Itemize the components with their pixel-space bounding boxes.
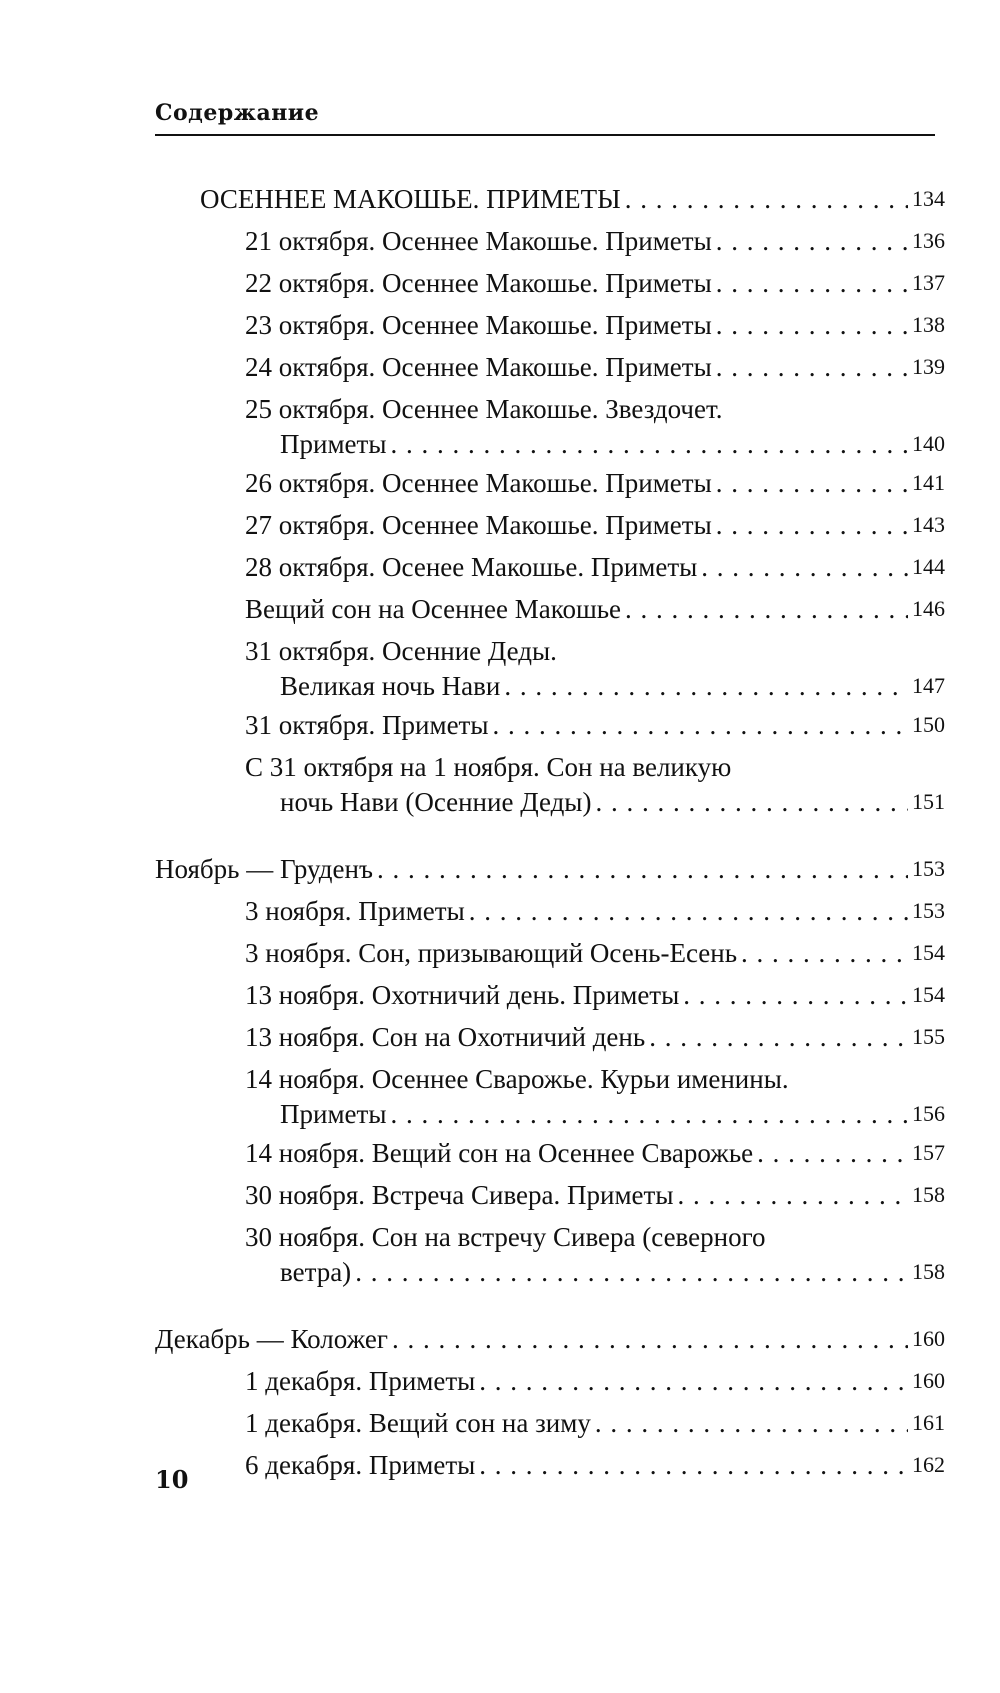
toc-entry — [155, 668, 945, 704]
toc-entry-title: 13 ноября. Сон на Охотничий день — [245, 1022, 646, 1052]
toc-entry — [155, 546, 945, 588]
toc-entry-page: 134 — [912, 186, 945, 211]
toc-entry-title: Вещий сон на Осеннее Макошье — [245, 594, 622, 624]
toc-entry — [155, 890, 945, 932]
dot-leader — [493, 704, 909, 746]
toc-entry — [155, 1444, 945, 1486]
dot-leader — [355, 1254, 908, 1290]
toc-entry-page: 141 — [912, 470, 945, 495]
toc-entry — [155, 178, 945, 220]
toc-entry — [155, 704, 945, 746]
toc-entry-title: 31 октября. Приметы — [245, 710, 489, 740]
dot-leader — [595, 784, 908, 820]
toc-entry-title: 30 ноября. Встреча Сивера. Приметы — [245, 1180, 674, 1210]
dot-leader — [757, 1132, 908, 1174]
toc-entry — [155, 1360, 945, 1402]
toc-entry-multiline — [155, 392, 945, 462]
toc-entry-title: ОСЕННЕЕ МАКОШЬЕ. ПРИМЕТЫ — [200, 184, 621, 214]
running-header — [155, 100, 935, 136]
dot-leader — [649, 1016, 908, 1058]
dot-leader — [683, 974, 908, 1016]
dot-leader — [504, 668, 908, 704]
toc-entry-title: Великая ночь Нави — [280, 671, 501, 701]
toc-entry-title: ночь Нави (Осенние Деды) — [280, 787, 592, 817]
toc-entry-title: 14 ноября. Вещий сон на Осеннее Сварожье — [245, 1138, 754, 1168]
toc-entry-title-line1: 30 ноября. Сон на встречу Сивера (северного — [245, 1222, 766, 1252]
dot-leader — [716, 462, 908, 504]
dot-leader — [701, 546, 908, 588]
toc-entry-multiline — [155, 1220, 945, 1290]
toc-entry-page: 160 — [912, 1326, 945, 1351]
toc-entry-page: 156 — [912, 1101, 945, 1126]
dot-leader — [377, 848, 908, 890]
page-number: 10 — [155, 1465, 189, 1494]
toc-entry-title: 24 октября. Осеннее Макошье. Приметы — [245, 352, 712, 382]
toc-entry-page: 150 — [912, 712, 945, 737]
toc-entry — [155, 262, 945, 304]
toc-entry-title: 1 декабря. Вещий сон на зиму — [245, 1408, 591, 1438]
toc-entry — [155, 462, 945, 504]
header-rule — [155, 134, 935, 136]
toc-entry — [155, 932, 945, 974]
toc-entry — [155, 1016, 945, 1058]
toc-entry-page: 143 — [912, 512, 945, 537]
toc-entry-page: 153 — [912, 856, 945, 881]
toc-entry-title: ветра) — [280, 1257, 352, 1287]
toc-entry-title: Приметы — [280, 429, 387, 459]
toc-entry — [155, 304, 945, 346]
toc-entry-multiline — [155, 750, 945, 820]
toc-section-title: Декабрь — Коложег — [155, 1324, 388, 1354]
toc-entry-title-line1: 31 октября. Осенние Деды. — [245, 636, 557, 666]
dot-leader — [392, 1318, 908, 1360]
dot-leader — [716, 346, 908, 388]
section-gap — [155, 820, 945, 848]
toc-entry-title: 6 декабря. Приметы — [245, 1450, 476, 1480]
dot-leader — [677, 1174, 908, 1216]
toc-entry-page: 154 — [912, 982, 945, 1007]
toc-entry-page: 151 — [912, 789, 945, 814]
dot-leader — [625, 178, 908, 220]
toc-entry-page: 136 — [912, 228, 945, 253]
dot-leader — [479, 1444, 908, 1486]
toc-entry — [155, 1174, 945, 1216]
dot-leader — [469, 890, 908, 932]
toc-entry — [155, 346, 945, 388]
dot-leader — [716, 304, 908, 346]
table-of-contents — [155, 178, 945, 1486]
toc-entry — [155, 974, 945, 1016]
dot-leader — [625, 588, 908, 630]
toc-entry-title: 27 октября. Осеннее Макошье. Приметы — [245, 510, 712, 540]
toc-entry-title: 22 октября. Осеннее Макошье. Приметы — [245, 268, 712, 298]
toc-entry-page: 161 — [912, 1410, 945, 1435]
toc-entry-page: 139 — [912, 354, 945, 379]
toc-section-entry — [155, 848, 945, 890]
dot-leader — [479, 1360, 908, 1402]
toc-entry-page: 155 — [912, 1024, 945, 1049]
toc-entry-page: 137 — [912, 270, 945, 295]
toc-entry-title: 3 ноября. Сон, призывающий Осень-Есень — [245, 938, 738, 968]
toc-entry-title: 26 октября. Осеннее Макошье. Приметы — [245, 468, 712, 498]
toc-entry-title: 21 октября. Осеннее Макошье. Приметы — [245, 226, 712, 256]
toc-entry-page: 154 — [912, 940, 945, 965]
toc-entry-page: 146 — [912, 596, 945, 621]
dot-leader — [741, 932, 908, 974]
toc-entry — [155, 220, 945, 262]
toc-entry-multiline — [155, 634, 945, 704]
toc-entry-page: 153 — [912, 898, 945, 923]
toc-entry-title-line1: С 31 октября на 1 ноября. Сон на великую — [245, 752, 732, 782]
toc-entry-page: 158 — [912, 1259, 945, 1284]
toc-entry-page: 140 — [912, 431, 945, 456]
toc-entry-title: 13 ноября. Охотничий день. Приметы — [245, 980, 680, 1010]
toc-entry — [155, 426, 945, 462]
toc-section-entry — [155, 1318, 945, 1360]
toc-section-title: Ноябрь — Груденъ — [155, 854, 373, 884]
toc-entry-title: 28 октября. Осенее Макошье. Приметы — [245, 552, 698, 582]
toc-entry-title: 3 ноября. Приметы — [245, 896, 465, 926]
toc-entry-page: 138 — [912, 312, 945, 337]
dot-leader — [716, 504, 908, 546]
dot-leader — [595, 1402, 908, 1444]
toc-entry-page: 158 — [912, 1182, 945, 1207]
section-gap — [155, 1290, 945, 1318]
dot-leader — [716, 220, 908, 262]
toc-entry — [155, 1096, 945, 1132]
toc-entry-page: 157 — [912, 1140, 945, 1165]
header-title: Содержание — [155, 100, 320, 126]
toc-entry-page: 144 — [912, 554, 945, 579]
dot-leader — [716, 262, 908, 304]
toc-entry — [155, 1132, 945, 1174]
toc-entry — [155, 784, 945, 820]
dot-leader — [390, 426, 908, 462]
toc-entry-title: 1 декабря. Приметы — [245, 1366, 476, 1396]
toc-entry-title: 23 октября. Осеннее Макошье. Приметы — [245, 310, 712, 340]
toc-entry — [155, 504, 945, 546]
toc-entry — [155, 1402, 945, 1444]
toc-entry-page: 147 — [912, 673, 945, 698]
toc-entry-page: 160 — [912, 1368, 945, 1393]
dot-leader — [390, 1096, 908, 1132]
toc-entry-title: Приметы — [280, 1099, 387, 1129]
toc-entry-title-line1: 25 октября. Осеннее Макошье. Звездочет. — [245, 394, 723, 424]
toc-entry-multiline — [155, 1062, 945, 1132]
toc-entry-page: 162 — [912, 1452, 945, 1477]
toc-entry-title-line1: 14 ноября. Осеннее Сварожье. Курьи именины. — [245, 1064, 789, 1094]
toc-entry — [155, 1254, 945, 1290]
toc-entry — [155, 588, 945, 630]
